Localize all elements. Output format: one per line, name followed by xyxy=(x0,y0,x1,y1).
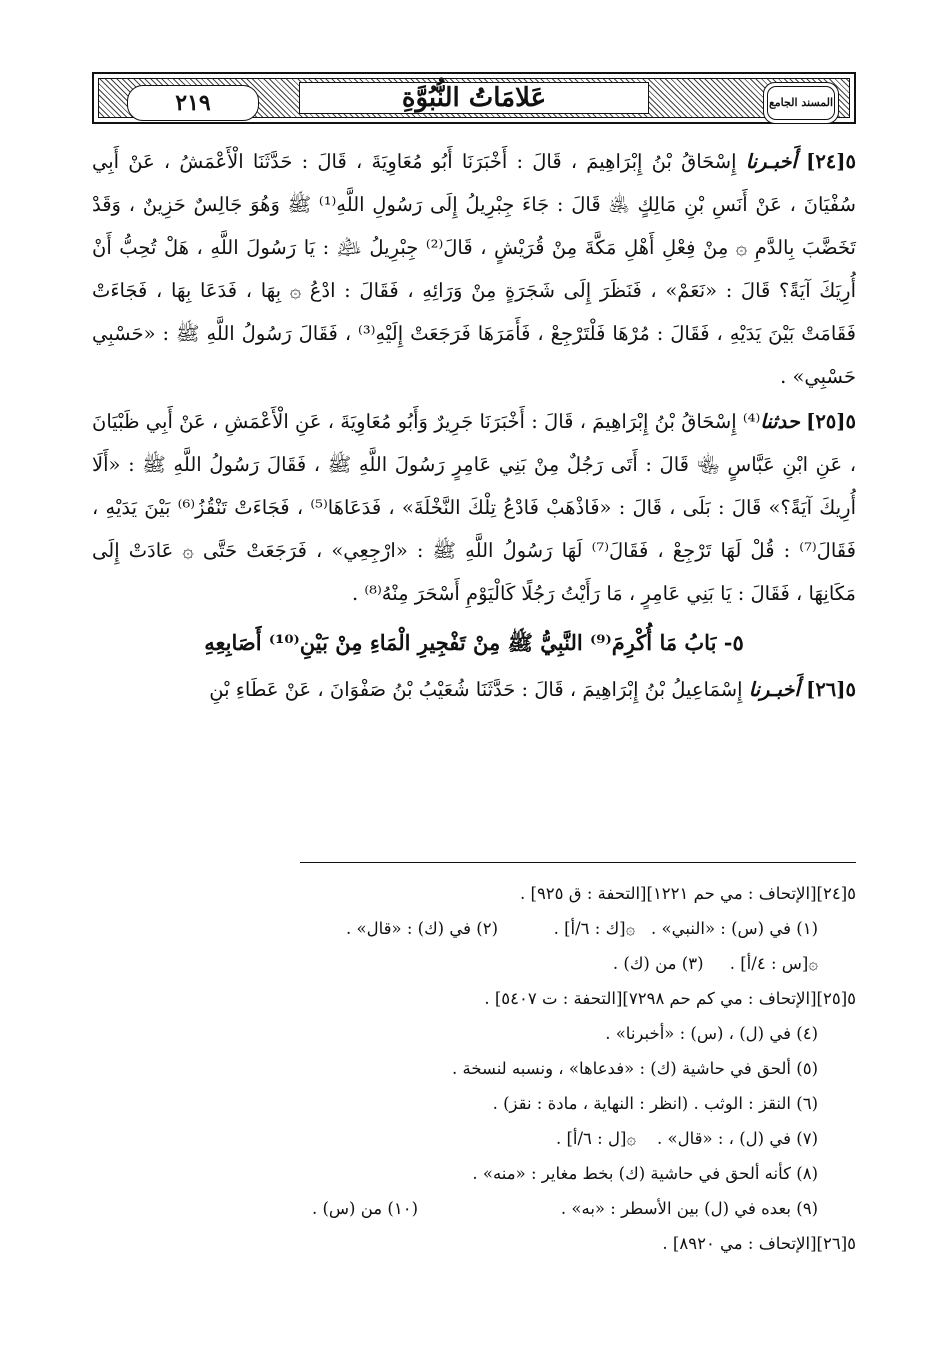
footnote-marker: ۞[ك : ٦/أ] . xyxy=(553,919,636,938)
hadith-26 xyxy=(92,668,856,711)
hadith-25 xyxy=(92,400,856,615)
footnote-row xyxy=(92,946,856,981)
footnote-7 xyxy=(92,1121,856,1156)
hadith-text: إِسْمَاعِيلُ بْنُ إِبْرَاهِيمَ ، قَالَ : حَدَّثَنَا شُعَيْبُ بْنُ صَفْوَانَ ، عَنْ عَطَاءِ بْنِ xyxy=(209,678,749,701)
footnote-5: (٥) ألحق في حاشية (ك) : «فدعاها» ، ونسبه لنسخة . xyxy=(451,1059,818,1078)
footnote-4: (٤) في (ل) ، (س) : «أخبرنا» . xyxy=(605,1024,818,1043)
footnote-10: (١٠) من (س) . xyxy=(311,1199,418,1218)
footnote-text: (١) في (س) : «النبي» . xyxy=(651,919,818,938)
page-number: ٢١٩ xyxy=(127,85,259,121)
hadith-number: ٥[٢٥] xyxy=(806,410,856,433)
hadith-keyword: أَخبـرنا xyxy=(748,678,800,701)
hadith-keyword: أَخبـرنا xyxy=(745,150,797,173)
hadith-keyword: حدثنا xyxy=(760,410,800,433)
footnote-1 xyxy=(498,911,856,946)
hadith-text: إِسْحَاقُ بْنُ إِبْرَاهِيمَ ، قَالَ : أَخْبَرَنَا أَبُو مُعَاوِيَةَ ، قَالَ : حَدَّثَنَا الْأَعْمَشُ ، عَنْ أَبِي سُفْيَانَ ، عَنْ أَنَسِ بْنِ مَالِكٍ ﵁ قَالَ : جَاءَ جِبْرِيلُ إِلَى رَسُولِ اللَّهِ⁽¹⁾ ﷺ وَهُوَ جَالِسٌ حَزِينٌ ، وَقَدْ تَخَضَّبَ بِالدَّمِ ۞ مِنْ فِعْلِ أَهْلِ مَكَّةَ مِنْ قُرَيْشٍ ، قَالَ⁽²⁾ جِبْرِيلُ ﵇ : يَا رَسُولَ اللَّهِ ، هَلْ تُحِبُّ أَنْ أُرِيَكَ آيَةً؟ قَالَ : «نَعَمْ» ، فَنَظَرَ إِلَى شَجَرَةٍ مِنْ وَرَائِهِ ، فَقَالَ : ادْعُ ۞ بِهَا ، فَدَعَا بِهَا ، فَجَاءَتْ فَقَامَتْ بَيْنَ يَدَيْهِ ، فَقَالَ : مُرْهَا فَلْتَرْجِعْ ، فَأَمَرَهَا فَرَجَعَتْ إِلَيْهِ⁽³⁾ ، فَقَالَ رَسُولُ اللَّهِ ﷺ : «حَسْبِي حَسْبِي» . xyxy=(92,150,856,388)
footnote-2: (٢) في (ك) : «قال» . xyxy=(346,919,498,938)
chapter-heading: ٥- بَابُ مَا أُكْرِمَ⁽⁹⁾ النَّبِيُّ ﷺ مِنْ تَفْجِيرِ الْمَاءِ مِنْ بَيْنِ⁽¹⁰⁾ أَصَابِعِهِ xyxy=(204,630,744,655)
footnote-marker: ۞[س : ٤/أ] . xyxy=(729,954,818,973)
hadith-text: ⁽⁴⁾ إِسْحَاقُ بْنُ إِبْرَاهِيمَ ، قَالَ : أَخْبَرَنَا جَرِيرٌ وَأَبُو مُعَاوِيَةَ ، عَنِ الْأَعْمَشِ ، عَنْ أَبِي ظَبْيَانَ ، عَنِ ابْنِ عَبَّاسٍ ﵄ قَالَ : أَتَى رَجُلٌ مِنْ بَنِي عَامِرٍ رَسُولَ اللَّهِ ﷺ ، فَقَالَ رَسُولُ اللَّهِ ﷺ : «أَلَا أُرِيكَ آيَةً؟» قَالَ : بَلَى ، قَالَ : «فَاذْهَبْ فَادْعُ تِلْكَ النَّخْلَةَ» ، فَدَعَاهَا⁽⁵⁾ ، فَجَاءَتْ تَنْقُزُ⁽⁶⁾ بَيْنَ يَدَيْهِ ، فَقَالَ⁽⁷⁾ : قُلْ لَهَا تَرْجِعْ ، فَقَالَ⁽⁷⁾ لَهَا رَسُولُ اللَّهِ ﷺ : «ارْجِعِي» ، فَرَجَعَتْ حَتَّى ۞ عَادَتْ إِلَى مَكَانِهَا ، فَقَالَ : يَا بَنِي عَامِرٍ ، مَا رَأَيْتُ رَجُلًا كَالْيَوْمِ أَسْحَرَ مِنْهُ⁽⁸⁾ . xyxy=(92,410,856,605)
footnotes xyxy=(92,876,856,1261)
footnote-marker: ۞[ل : ٦/أ] . xyxy=(555,1129,637,1148)
footnote-text: (٧) في (ل) ، : «قال» . xyxy=(657,1129,818,1148)
page-header xyxy=(92,72,856,124)
footnote-text: (٣) من (ك) . xyxy=(612,954,704,973)
footnote-9: (٩) بعده في (ل) بين الأسطر : «به» . xyxy=(560,1199,818,1218)
footnote-8: (٨) كأنه ألحق في حاشية (ك) بخط مغاير : «منه» . xyxy=(472,1164,818,1183)
footnote-row xyxy=(92,911,856,946)
main-text xyxy=(92,140,856,711)
footnote-ref-25: ٥[٢٥][الإتحاف : مي كم حم ٧٢٩٨][التحفة : ت ٥٤٠٧] . xyxy=(484,989,856,1008)
footnote-divider xyxy=(300,862,856,863)
footnote-3 xyxy=(498,946,856,981)
footnote-ref-26: ٥[٢٦][الإتحاف : مي ٨٩٢٠] . xyxy=(662,1234,856,1253)
footnote-ref-24: ٥[٢٤][الإتحاف : مي حم ١٢٢١][التحفة : ق ٩٢٥] . xyxy=(520,884,856,903)
footnote-6: (٦) النقز : الوثب . (انظر : النهاية ، مادة : نقز) . xyxy=(492,1094,818,1113)
hadith-24 xyxy=(92,140,856,398)
seal-ring xyxy=(767,86,835,120)
header-ornament-border xyxy=(98,78,850,118)
seal-logo xyxy=(763,82,839,124)
seal-text: المسند الجامع xyxy=(768,95,834,109)
hadith-number: ٥[٢٤] xyxy=(806,150,856,173)
running-title: عَلامَاتُ النُّبُوَّةِ xyxy=(299,82,649,114)
footnote-row xyxy=(92,1191,856,1226)
hadith-number: ٥[٢٦] xyxy=(806,678,856,701)
